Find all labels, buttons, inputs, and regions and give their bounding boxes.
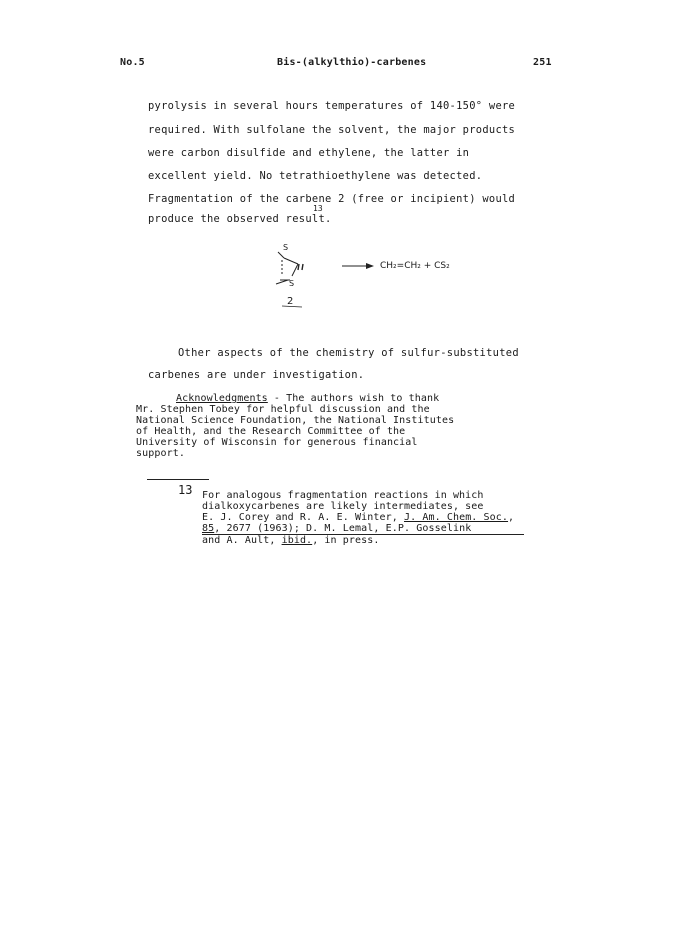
- text-line: carbenes are under investigation.: [148, 369, 365, 381]
- products-label: CH₂=CH₂ + CS₂: [380, 261, 450, 271]
- text-line: Mr. Stephen Tobey for helpful discussion and the: [136, 404, 430, 415]
- sulfur-atom-bottom: S: [289, 279, 295, 288]
- footnote-citation-line: [202, 523, 471, 534]
- ibid-reference: ibid.: [281, 535, 313, 546]
- footnote-separator: [147, 479, 209, 480]
- text-line: pyrolysis in several hours temperatures of 140-150° were: [148, 100, 516, 112]
- footnote-number: 13: [178, 483, 193, 497]
- sulfur-atom-top: S: [283, 243, 289, 252]
- page-number: 251: [533, 57, 552, 68]
- acknowledgments-first-line: [176, 393, 439, 404]
- text-line: University of Wisconsin for generous financial: [136, 437, 418, 448]
- acknowledgments-heading: Acknowledgments: [176, 393, 268, 404]
- text-segment: and A. Ault,: [202, 535, 282, 546]
- text-segment: - The authors wish to thank: [267, 393, 440, 404]
- text-line: were carbon disulfide and ethylene, the latter in: [148, 147, 470, 159]
- text-line: For analogous fragmentation reactions in which: [202, 490, 484, 501]
- footnote-citation-line: [202, 535, 380, 546]
- text-line: Fragmentation of the carbene 2 (free or incipient) would: [148, 193, 516, 205]
- text-line: excellent yield. No tetrathioethylene was detected.: [148, 170, 483, 182]
- text-line: Other aspects of the chemistry of sulfur-substituted: [178, 347, 519, 359]
- footnote-ref: 13: [313, 204, 323, 213]
- header-left: No.5: [120, 57, 145, 68]
- text-segment: ,: [508, 512, 515, 523]
- text-segment: , in press.: [312, 535, 380, 546]
- text-segment: E. J. Corey and R. A. E. Winter,: [202, 512, 404, 523]
- text-line: of Health, and the Research Committee of the: [136, 426, 406, 437]
- text-line: produce the observed result.: [148, 213, 332, 225]
- text-line: National Science Foundation, the National Institutes: [136, 415, 455, 426]
- text-line: support.: [136, 448, 185, 459]
- text-segment: , 2677 (1963); D. M. Lemal, E.P. Gosselink: [214, 523, 472, 534]
- text-line: dialkoxycarbenes are likely intermediates, see: [202, 501, 484, 512]
- volume-number: 85: [202, 523, 215, 534]
- text-line: required. With sulfolane the solvent, the major products: [148, 124, 516, 136]
- journal-title: J. Am. Chem. Soc.: [403, 512, 509, 523]
- footnote-citation-line: [202, 512, 514, 523]
- running-title: Bis-(alkylthio)-carbenes: [277, 57, 427, 68]
- compound-number: 2: [287, 296, 294, 307]
